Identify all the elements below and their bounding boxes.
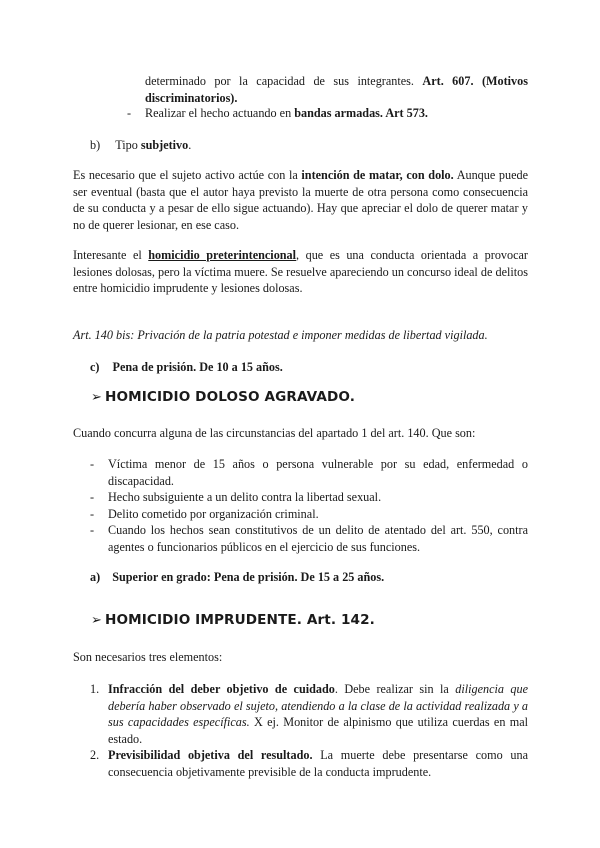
continued-list-item: determinado por la capacidad de sus integrantes. Art. 607. (Motivos discriminatorios). — [145, 74, 528, 105]
heading-homicidio-imprudente: ➢ HOMICIDIO IMPRUDENTE. Art. 142. — [91, 612, 375, 628]
list-item: - Víctima menor de 15 años o persona vulnerable por su edad, enfermedad o discapacidad. — [90, 457, 528, 488]
pena-item-a: a) Superior en grado: Pena de prisión. De 15 a 25 años. — [90, 570, 385, 584]
arrow-icon: ➢ — [91, 390, 102, 405]
art-140-bis: Art. 140 bis: Privación de la patria potestad e imponer medidas de libertad vigilada. — [73, 328, 488, 342]
elementos-list — [90, 681, 528, 780]
list-item: 2. Previsibilidad objetiva del resultado. La muerte debe presentarse como una consecuencia objetivamente previsible de la conducta imprudente. — [90, 748, 528, 779]
list-item: - Hecho subsiguiente a un delito contra la libertad sexual. — [90, 490, 382, 504]
elementos-intro: Son necesarios tres elementos: — [73, 650, 223, 664]
arrow-icon: ➢ — [91, 613, 102, 628]
bandas-armadas-item: - Realizar el hecho actuando en bandas armadas. Art 573. — [127, 106, 428, 120]
list-item: 1. Infracción del deber objetivo de cuidado. Debe realizar sin la diligencia que debería haber observado el sujeto, atendiendo a la clase de la actividad realizada y a sus capacidades específicas. X ej. Monitor de alpinismo que utiliza cuerdas en mal estado. — [90, 682, 529, 746]
list-item: - Delito cometido por organización criminal. — [90, 506, 319, 521]
circunstancias-list — [90, 456, 528, 555]
dolo-paragraph: Es necesario que el sujeto activo actúe con la intención de matar, con dolo. Aunque puede ser eventual (basta que el autor haya previsto la muerte de otra persona como consecuencia de su conducta y a pesar de ello sigue actuando). Hay que apreciar el dolo de querer matar y no de querer lesionar, en ese caso. — [73, 168, 529, 232]
preterintencional-paragraph: Interesante el homicidio preterintencional, que es una conducta orientada a provocar lesiones dolosas, pero la víctima muere. Se resuelve apareciendo un concurso ideal de delitos entre homicidio imprudente y lesiones dolosas. — [73, 248, 528, 295]
heading-doloso-agravado: ➢ HOMICIDIO DOLOSO AGRAVADO. — [91, 389, 356, 405]
circunstancias-intro: Cuando concurra alguna de las circunstancias del apartado 1 del art. 140. Que son: — [73, 426, 476, 440]
list-item: - Cuando los hechos sean constitutivos de un delito de atentado del art. 550, contra agentes o funcionarios públicos en el ejercicio de sus funciones. — [90, 523, 528, 554]
tipo-subjetivo-item: b) Tipo subjetivo. — [90, 138, 192, 152]
pena-item-c: c) Pena de prisión. De 10 a 15 años. — [90, 360, 283, 374]
